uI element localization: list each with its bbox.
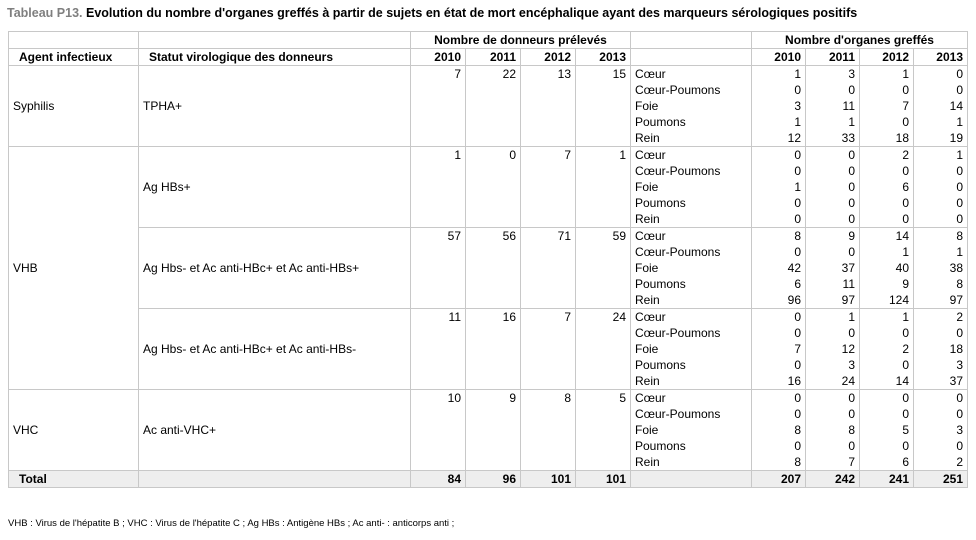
total-organs-value: 251 <box>914 471 968 488</box>
organ-value: 2 <box>914 309 968 326</box>
organ-name: Foie <box>631 422 752 438</box>
statut-cell: Ag Hbs- et Ac anti-HBc+ et Ac anti-HBs+ <box>139 228 411 309</box>
header-statut: Statut virologique des donneurs <box>139 49 411 66</box>
donors-value <box>411 341 466 357</box>
donors-value <box>521 179 576 195</box>
donors-value: 10 <box>411 390 466 407</box>
donors-value <box>411 454 466 471</box>
donors-value: 7 <box>521 309 576 326</box>
statut-cell: TPHA+ <box>139 66 411 147</box>
organ-value: 37 <box>806 260 860 276</box>
organ-value: 0 <box>752 195 806 211</box>
agent-cell: VHC <box>9 390 139 471</box>
table-number: Tableau P13. <box>7 6 83 20</box>
organ-value: 0 <box>752 390 806 407</box>
organ-value: 3 <box>914 357 968 373</box>
donors-value: 57 <box>411 228 466 245</box>
organ-value: 24 <box>806 373 860 390</box>
donors-value <box>521 406 576 422</box>
organ-value: 0 <box>752 147 806 164</box>
statut-cell: Ag Hbs- et Ac anti-HBc+ et Ac anti-HBs- <box>139 309 411 390</box>
donors-value <box>466 195 521 211</box>
organ-value: 42 <box>752 260 806 276</box>
organ-value: 2 <box>860 341 914 357</box>
donors-value <box>521 325 576 341</box>
organ-value: 1 <box>914 114 968 130</box>
total-donors-value: 101 <box>521 471 576 488</box>
organ-value: 1 <box>914 147 968 164</box>
organ-value: 0 <box>806 390 860 407</box>
agent-cell: VHB <box>9 147 139 390</box>
organ-value: 0 <box>914 179 968 195</box>
donors-value <box>576 244 631 260</box>
donors-value <box>411 130 466 147</box>
organ-value: 14 <box>860 373 914 390</box>
organ-name: Foie <box>631 179 752 195</box>
organ-value: 7 <box>860 98 914 114</box>
organ-value: 0 <box>914 211 968 228</box>
table-row <box>9 390 968 407</box>
organ-name: Poumons <box>631 357 752 373</box>
organ-name: Cœur-Poumons <box>631 406 752 422</box>
total-organs-value: 242 <box>806 471 860 488</box>
total-organs-value: 207 <box>752 471 806 488</box>
donors-value <box>576 454 631 471</box>
organ-value: 3 <box>806 66 860 83</box>
donors-value <box>521 373 576 390</box>
organ-name: Rein <box>631 373 752 390</box>
organ-name: Cœur <box>631 228 752 245</box>
donors-value <box>466 373 521 390</box>
donors-value <box>576 341 631 357</box>
organ-value: 0 <box>752 244 806 260</box>
donors-value <box>576 163 631 179</box>
donors-value <box>466 357 521 373</box>
table-row <box>9 309 968 326</box>
donors-value <box>521 276 576 292</box>
donors-value <box>466 211 521 228</box>
organ-name: Cœur <box>631 66 752 83</box>
organ-value: 18 <box>914 341 968 357</box>
donors-value <box>521 98 576 114</box>
organ-value: 0 <box>914 195 968 211</box>
header-year: 2011 <box>806 49 860 66</box>
total-donors-value: 84 <box>411 471 466 488</box>
donors-value <box>466 114 521 130</box>
donors-value: 15 <box>576 66 631 83</box>
donors-value <box>576 325 631 341</box>
total-blank <box>631 471 752 488</box>
organ-value: 18 <box>860 130 914 147</box>
donors-value: 11 <box>411 309 466 326</box>
organ-value: 0 <box>914 82 968 98</box>
organ-value: 1 <box>806 309 860 326</box>
total-label: Total <box>9 471 139 488</box>
header-year: 2011 <box>466 49 521 66</box>
organ-value: 33 <box>806 130 860 147</box>
organ-value: 0 <box>752 438 806 454</box>
donors-value <box>411 357 466 373</box>
organ-value: 0 <box>752 309 806 326</box>
donors-value <box>411 211 466 228</box>
donors-value: 0 <box>466 147 521 164</box>
donors-value <box>576 82 631 98</box>
organ-value: 96 <box>752 292 806 309</box>
organ-value: 3 <box>752 98 806 114</box>
table-body <box>9 66 968 471</box>
donors-value <box>466 130 521 147</box>
donors-value <box>576 98 631 114</box>
organ-value: 3 <box>806 357 860 373</box>
organ-value: 14 <box>860 228 914 245</box>
total-donors-value: 96 <box>466 471 521 488</box>
donors-value <box>466 438 521 454</box>
header-row-1 <box>9 32 968 49</box>
organ-value: 0 <box>752 163 806 179</box>
header-blank <box>9 32 139 49</box>
header-organes: Nombre d'organes greffés <box>752 32 968 49</box>
organ-value: 2 <box>914 454 968 471</box>
organ-name: Poumons <box>631 195 752 211</box>
donors-value <box>576 114 631 130</box>
organ-value: 1 <box>860 244 914 260</box>
organ-value: 1 <box>752 66 806 83</box>
donors-value: 16 <box>466 309 521 326</box>
organ-value: 0 <box>752 325 806 341</box>
donors-value <box>521 195 576 211</box>
donors-value: 71 <box>521 228 576 245</box>
donors-value <box>411 163 466 179</box>
header-blank <box>631 32 752 49</box>
organ-value: 9 <box>806 228 860 245</box>
donors-value <box>466 341 521 357</box>
donors-value <box>411 292 466 309</box>
organ-value: 8 <box>914 276 968 292</box>
donors-value <box>521 211 576 228</box>
donors-value <box>576 276 631 292</box>
organ-value: 5 <box>860 422 914 438</box>
organ-value: 8 <box>914 228 968 245</box>
organ-name: Rein <box>631 130 752 147</box>
organ-value: 0 <box>860 211 914 228</box>
statut-cell: Ac anti-VHC+ <box>139 390 411 471</box>
organ-value: 0 <box>806 211 860 228</box>
organ-value: 2 <box>860 147 914 164</box>
organ-value: 9 <box>860 276 914 292</box>
header-agent: Agent infectieux <box>9 49 139 66</box>
donors-value <box>466 82 521 98</box>
organ-value: 1 <box>752 114 806 130</box>
table-row <box>9 147 968 164</box>
organ-name: Foie <box>631 260 752 276</box>
header-year: 2012 <box>521 49 576 66</box>
donors-value: 59 <box>576 228 631 245</box>
organ-value: 0 <box>752 82 806 98</box>
donors-value <box>411 406 466 422</box>
organ-value: 0 <box>860 163 914 179</box>
donors-value <box>521 454 576 471</box>
organ-value: 0 <box>752 406 806 422</box>
donors-value <box>466 325 521 341</box>
header-blank <box>631 49 752 66</box>
organ-value: 8 <box>752 422 806 438</box>
organ-value: 124 <box>860 292 914 309</box>
donors-value <box>521 244 576 260</box>
donors-value <box>576 438 631 454</box>
organ-name: Cœur-Poumons <box>631 82 752 98</box>
header-donneurs: Nombre de donneurs prélevés <box>411 32 631 49</box>
total-row <box>9 471 968 488</box>
organ-value: 8 <box>752 228 806 245</box>
donors-value <box>411 276 466 292</box>
donors-value: 24 <box>576 309 631 326</box>
organ-value: 12 <box>752 130 806 147</box>
organ-value: 0 <box>806 195 860 211</box>
organ-value: 0 <box>914 438 968 454</box>
donors-value <box>411 260 466 276</box>
donors-value: 5 <box>576 390 631 407</box>
donors-value <box>576 422 631 438</box>
organ-value: 7 <box>752 341 806 357</box>
organ-name: Foie <box>631 98 752 114</box>
total-blank <box>139 471 411 488</box>
organ-value: 0 <box>914 163 968 179</box>
donors-value: 56 <box>466 228 521 245</box>
donors-value <box>466 406 521 422</box>
donors-value <box>411 244 466 260</box>
header-year: 2010 <box>752 49 806 66</box>
organ-value: 0 <box>806 82 860 98</box>
donors-value: 1 <box>576 147 631 164</box>
donors-value: 22 <box>466 66 521 83</box>
organ-name: Cœur <box>631 390 752 407</box>
donors-value <box>411 438 466 454</box>
donors-value <box>466 163 521 179</box>
donors-value <box>466 292 521 309</box>
organ-value: 0 <box>860 195 914 211</box>
donors-value <box>411 114 466 130</box>
donors-value: 7 <box>411 66 466 83</box>
organ-name: Rein <box>631 211 752 228</box>
organ-name: Poumons <box>631 438 752 454</box>
donors-value <box>466 98 521 114</box>
donors-value <box>576 130 631 147</box>
organ-value: 8 <box>806 422 860 438</box>
organ-name: Rein <box>631 454 752 471</box>
donors-value <box>521 163 576 179</box>
organ-name: Cœur-Poumons <box>631 163 752 179</box>
organ-name: Poumons <box>631 276 752 292</box>
organ-value: 6 <box>752 276 806 292</box>
organ-value: 11 <box>806 276 860 292</box>
organ-value: 0 <box>806 325 860 341</box>
donors-value: 8 <box>521 390 576 407</box>
donors-value <box>521 422 576 438</box>
organ-value: 6 <box>860 454 914 471</box>
organ-value: 14 <box>914 98 968 114</box>
organ-value: 1 <box>860 66 914 83</box>
organ-value: 40 <box>860 260 914 276</box>
organ-value: 1 <box>806 114 860 130</box>
organ-value: 1 <box>752 179 806 195</box>
donors-value <box>411 179 466 195</box>
donors-value: 9 <box>466 390 521 407</box>
organ-value: 0 <box>860 357 914 373</box>
organ-value: 0 <box>860 82 914 98</box>
donors-value <box>466 179 521 195</box>
organ-value: 0 <box>806 147 860 164</box>
organ-value: 0 <box>806 163 860 179</box>
organ-value: 6 <box>860 179 914 195</box>
donors-value: 13 <box>521 66 576 83</box>
organ-value: 0 <box>806 179 860 195</box>
organ-value: 0 <box>806 406 860 422</box>
donors-value <box>466 244 521 260</box>
donors-value <box>466 276 521 292</box>
header-year: 2013 <box>576 49 631 66</box>
organ-value: 0 <box>752 211 806 228</box>
organ-value: 0 <box>860 406 914 422</box>
header-blank <box>139 32 411 49</box>
organ-value: 0 <box>860 390 914 407</box>
donors-value <box>521 82 576 98</box>
organ-name: Cœur-Poumons <box>631 244 752 260</box>
organ-value: 38 <box>914 260 968 276</box>
organ-value: 3 <box>914 422 968 438</box>
footnote: VHB : Virus de l'hépatite B ; VHC : Virus de l'hépatite C ; Ag HBs : Antigène HBs ; Ac anti- : anticorps anti ; <box>8 518 455 529</box>
organ-value: 97 <box>806 292 860 309</box>
organ-value: 37 <box>914 373 968 390</box>
donors-value <box>576 357 631 373</box>
organ-value: 0 <box>860 438 914 454</box>
donors-value <box>576 406 631 422</box>
donors-value <box>411 325 466 341</box>
donors-value: 7 <box>521 147 576 164</box>
donors-value <box>521 357 576 373</box>
table-title <box>7 6 857 20</box>
organ-value: 0 <box>914 66 968 83</box>
organ-name: Rein <box>631 292 752 309</box>
organ-value: 0 <box>860 325 914 341</box>
header-year: 2013 <box>914 49 968 66</box>
donors-value <box>576 260 631 276</box>
organ-value: 0 <box>806 244 860 260</box>
donors-value <box>521 114 576 130</box>
organ-value: 0 <box>752 357 806 373</box>
organ-value: 16 <box>752 373 806 390</box>
donors-value <box>411 98 466 114</box>
donors-value <box>466 422 521 438</box>
header-year: 2010 <box>411 49 466 66</box>
total-organs-value: 241 <box>860 471 914 488</box>
agent-cell: Syphilis <box>9 66 139 147</box>
total-donors-value: 101 <box>576 471 631 488</box>
donors-value <box>576 211 631 228</box>
organ-value: 0 <box>860 114 914 130</box>
data-table <box>8 31 968 488</box>
table-row <box>9 66 968 83</box>
organ-name: Cœur-Poumons <box>631 325 752 341</box>
organ-value: 7 <box>806 454 860 471</box>
organ-value: 1 <box>914 244 968 260</box>
organ-value: 97 <box>914 292 968 309</box>
donors-value <box>576 179 631 195</box>
organ-value: 0 <box>914 390 968 407</box>
donors-value <box>411 422 466 438</box>
table-caption: Evolution du nombre d'organes greffés à partir de sujets en état de mort encéphalique ayant des marqueurs sérologiques positifs <box>85 6 858 20</box>
donors-value <box>521 130 576 147</box>
organ-value: 19 <box>914 130 968 147</box>
donors-value <box>466 454 521 471</box>
donors-value <box>576 195 631 211</box>
donors-value <box>466 260 521 276</box>
organ-name: Foie <box>631 341 752 357</box>
organ-value: 11 <box>806 98 860 114</box>
organ-value: 8 <box>752 454 806 471</box>
organ-value: 12 <box>806 341 860 357</box>
donors-value <box>521 292 576 309</box>
organ-name: Poumons <box>631 114 752 130</box>
statut-cell: Ag HBs+ <box>139 147 411 228</box>
donors-value <box>521 341 576 357</box>
donors-value <box>411 195 466 211</box>
donors-value <box>411 82 466 98</box>
donors-value <box>576 373 631 390</box>
donors-value: 1 <box>411 147 466 164</box>
organ-value: 0 <box>914 325 968 341</box>
header-year: 2012 <box>860 49 914 66</box>
header-row-2 <box>9 49 968 66</box>
donors-value <box>521 260 576 276</box>
donors-value <box>521 438 576 454</box>
donors-value <box>576 292 631 309</box>
organ-value: 0 <box>806 438 860 454</box>
organ-name: Cœur <box>631 147 752 164</box>
organ-value: 0 <box>914 406 968 422</box>
table-row <box>9 228 968 245</box>
donors-value <box>411 373 466 390</box>
organ-value: 1 <box>860 309 914 326</box>
organ-name: Cœur <box>631 309 752 326</box>
